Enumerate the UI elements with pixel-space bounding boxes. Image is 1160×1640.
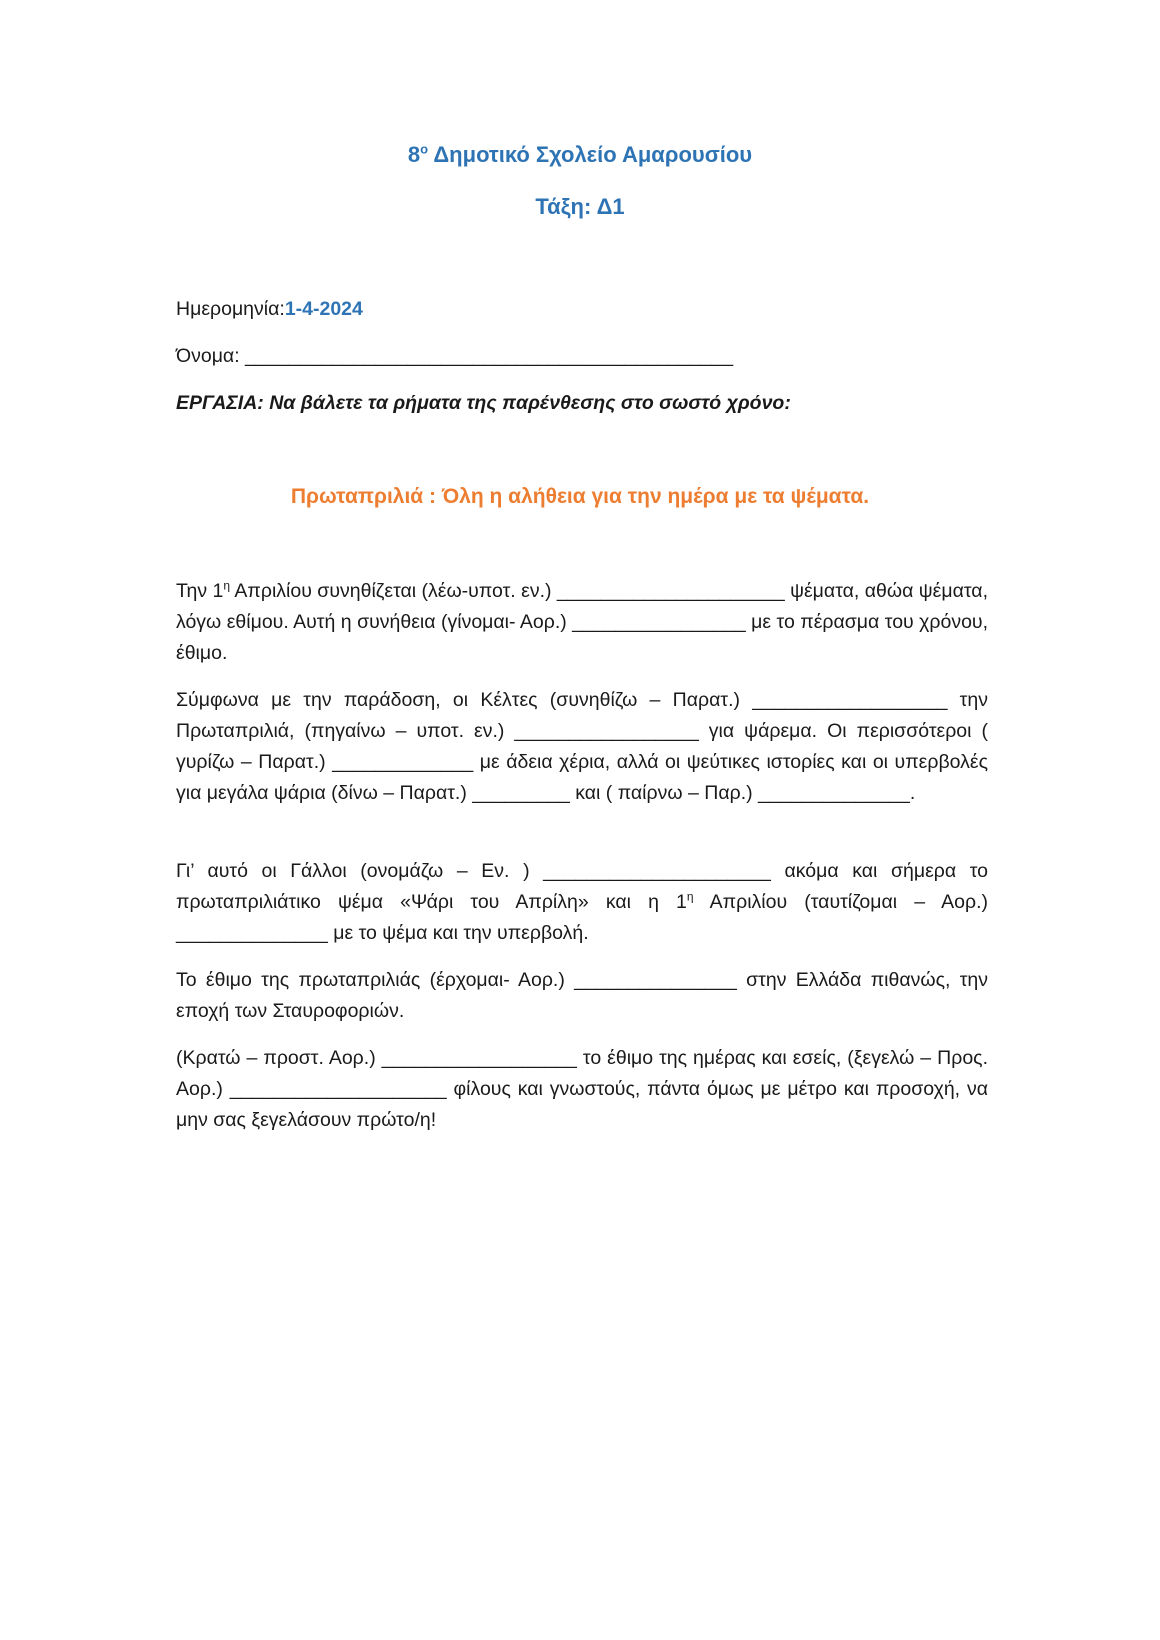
paragraph-1-rest: Απριλίου συνηθίζεται (λέω-υποτ. εν.) _____________________ ψέματα, αθώα ψέματα, λόγω εθίμου. Αυτή η συνήθεια (γίνομαι- Αορ.) ________________ με το πέρασμα του χρόνου, έθιμο.	[176, 580, 988, 664]
school-number-suffix: ο	[420, 141, 429, 157]
paragraph-1-start: Την 1	[176, 580, 224, 602]
school-title	[0, 142, 1160, 168]
paragraph-2: Σύμφωνα με την παράδοση, οι Κέλτες (συνηθίζω – Παρατ.) __________________ την Πρωταπριλιά, (πηγαίνω – υποτ. εν.) _________________ για ψάρεμα. Οι περισσότεροι ( γυρίζω – Παρατ.) _____________ με άδεια χέρια, αλλά οι ψεύτικες ιστορίες και οι υπερβολές για μεγάλα ψάρια (δίνω – Παρατ.) _________ και ( παίρνω – Παρ.) ______________.	[176, 689, 988, 804]
name-line	[176, 345, 988, 368]
name-blank: _____________________________________________	[245, 345, 734, 367]
paragraph-3-rest: Απριλίου (ταυτίζομαι – Αορ.) ______________ με το ψέμα και την υπερβολή.	[176, 891, 988, 944]
story-title: Πρωταπριλιά : Όλη η αλήθεια για την ημέρα με τα ψέματα.	[290, 485, 870, 508]
name-label: Όνομα:	[176, 345, 246, 367]
task-instruction: ΕΡΓΑΣΙΑ: Να βάλετε τα ρήματα της παρένθεσης στο σωστό χρόνο:	[176, 392, 791, 414]
paragraph-3-start: Γι’ αυτό οι Γάλλοι (ονομάζω – Εν. ) _____________________ ακόμα και σήμερα το πρωταπριλιάτικο ψέμα «Ψάρι του Απρίλη» και η 1	[176, 860, 988, 913]
school-name: Δημοτικό Σχολείο Αμαρουσίου	[428, 142, 753, 167]
paragraph-3-sup: η	[686, 889, 694, 904]
class-title: Τάξη: Δ1	[535, 194, 625, 219]
paragraph-5: (Κρατώ – προστ. Αορ.) __________________ το έθιμο της ημέρας και εσείς, (ξεγελώ – Προς. Αορ.) ____________________ φίλους και γνωστούς, πάντα όμως με μέτρο και προσοχή, να μην σας ξεγελάσουν πρώτο/η!	[176, 1047, 988, 1131]
paragraph-1	[176, 576, 988, 669]
date-value: 1-4-2024	[284, 298, 363, 320]
date-line	[176, 298, 988, 321]
school-number: 8	[407, 142, 421, 167]
date-label: Ημερομηνία:	[176, 298, 285, 320]
paragraph-4: Το έθιμο της πρωταπριλιάς (έρχομαι- Αορ.) _______________ στην Ελλάδα πιθανώς, την εποχή των Σταυροφοριών.	[176, 969, 988, 1022]
paragraph-3	[176, 856, 988, 949]
paragraph-1-sup: η	[223, 578, 231, 593]
